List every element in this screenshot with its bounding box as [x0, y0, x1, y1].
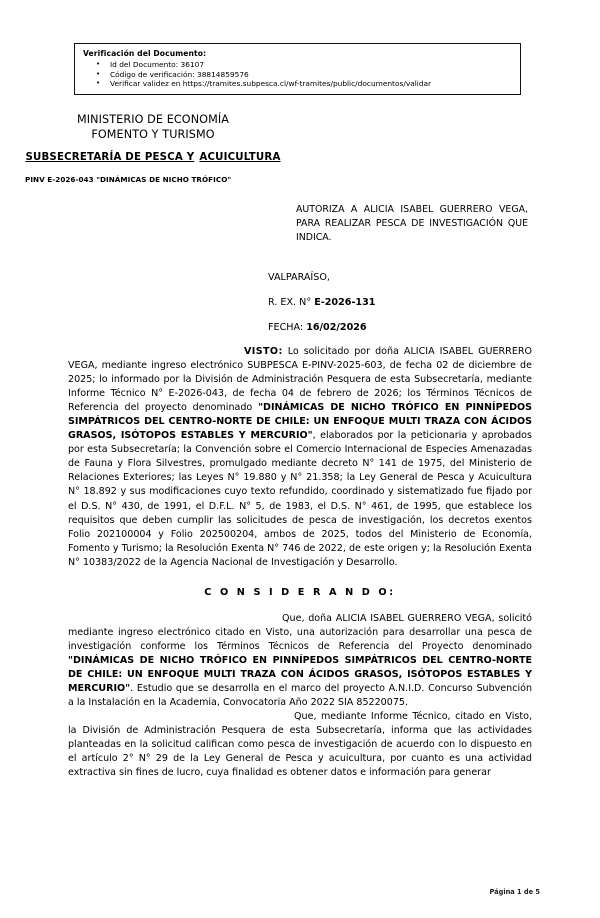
verification-document-id: Id del Documento: 36107	[110, 60, 205, 69]
date-value: 16/02/2026	[306, 322, 367, 333]
considerando-1-part-1: Que, doña ALICIA ISABEL GUERRERO VEGA, solicitó mediante ingreso electrónico citado en Visto, una autorización para desarrollar una pesca de investigación conforme los Términos Técnicos de Referencia del Proyecto denominado	[68, 612, 532, 652]
verification-title: Verificación del Documento:	[83, 49, 207, 58]
considerando-1-project-title: "DINÁMICAS DE NICHO TRÓFICO EN PINNÍPEDOS SIMPÁTRICOS DEL CENTRO-NORTE DE CHILE: UN ENFOQUE MULTI TRAZA CON ÁCIDOS GRASOS, ISÓTOPOS ESTABLES Y MERCURIO"	[68, 654, 532, 694]
city-line: VALPARAÍSO,	[268, 272, 330, 283]
verification-url: Verificar validez en https://tramites.subpesca.cl/wf-tramites/public/documentos/validar	[110, 79, 432, 89]
considerando-paragraph-1	[68, 612, 532, 710]
ministry-line-2: FOMENTO Y TURISMO	[91, 127, 215, 141]
ministry-header	[22, 113, 284, 142]
visto-project-title: "DINÁMICAS DE NICHO TRÓFICO EN PINNÍPEDOS SIMPÁTRICOS DEL CENTRO-NORTE DE CHILE: UN ENFOQUE MULTI TRAZA CON ÁCIDOS GRASOS, ISÓTOPOS ESTABLES Y MERCURIO"	[68, 402, 533, 442]
date-line	[268, 321, 530, 335]
resolution-line	[268, 296, 530, 310]
ministry-line-1: MINISTERIO DE ECONOMÍA	[77, 113, 229, 126]
list-item	[83, 79, 514, 89]
pinv-reference: PINV E-2026-043 "DINÁMICAS DE NICHO TRÓFICO"	[25, 175, 232, 184]
bullet-icon: •	[96, 69, 101, 78]
authorization-subject: AUTORIZA A ALICIA ISABEL GUERRERO VEGA, PARA REALIZAR PESCA DE INVESTIGACIÓN QUE INDICA.	[296, 204, 528, 244]
visto-text-part-1: Lo solicitado por doña ALICIA ISABEL GUERRERO VEGA, mediante ingreso electrónico SUBPESCA E-PINV-2025-603, de fecha 02 de diciembre de 2025; lo informado por la División de Administración Pesquera de esta Subsecretaría, mediante Informe Técnico N° E-2026-043, de fecha 04 de febrero de 2026; los Términos Técnicos de Referencia del proyecto denominado	[68, 346, 532, 414]
resolution-meta	[268, 271, 530, 335]
bullet-icon: •	[96, 79, 101, 88]
verification-list	[83, 60, 514, 89]
visto-text-part-2: , elaborados por la peticionaria y aprobados por esta Subsecretaría; la Convención sobre el Comercio Internacional de Especies Amenazadas de Fauna y Flora Silvestres, promulgado mediante decreto N° 141 de 1975, del Ministerio de Relaciones Exteriores; las Leyes N° 19.880 y N° 21.358; la Ley General de Pesca y Acuicultura N° 18.892 y sus modificaciones cuyo texto refundido, coordinado y sistematizado fue fijado por el D.S. N° 430, de 1991, el D.F.L. N° 5, de 1983, el D.S. N° 461, de 1995, que establece los requisitos que deben cumplir las solicitudes de pesca de investigación, los decretos exentos Folio 202100004 y Folio 202500204, ambos de 2025, todos del Ministerio de Economía, Fomento y Turismo; la Resolución Exenta N° 746 de 2022, de este origen y; la Resolución Exenta N° 10383/2022 de la Agencia Nacional de Investigación y Desarrollo.	[68, 430, 532, 568]
considerando-heading: C O N S I D E R A N D O:	[204, 586, 396, 598]
subsecretaria-header	[22, 145, 284, 165]
verification-box	[74, 43, 521, 95]
list-item	[83, 70, 514, 80]
verification-code: Código de verificación: 38814859576	[110, 69, 249, 79]
considerando-paragraph-2	[68, 710, 532, 780]
list-item	[83, 60, 514, 70]
page-number: Página 1 de 5	[489, 888, 540, 896]
resolution-number: E-2026-131	[314, 297, 376, 308]
subsecretaria-line-2: ACUICULTURA	[199, 152, 281, 163]
considerando-1-part-2: . Estudio que se desarrolla en el marco del proyecto A.N.I.D. Concurso Subvención a la Instalación en la Academia, Convocatoria Año 2022 SIA 85220075.	[68, 682, 532, 709]
visto-paragraph	[68, 345, 532, 570]
visto-label: VISTO:	[244, 346, 283, 357]
resolution-label: R. EX. N°	[268, 297, 312, 308]
considerando-2-text: Que, mediante Informe Técnico, citado en Visto, la División de Administración Pesquera de esta Subsecretaría, informa que las actividades planteadas en la solicitud califican como pesca de investigación de acuerdo con lo dispuesto en el artículo 2° N° 29 de la Ley General de Pesca y acuicultura, por cuanto es una actividad extractiva sin fines de lucro, cuya finalidad es obtener datos e información para generar	[68, 711, 532, 779]
document-body	[68, 345, 532, 780]
bullet-icon: •	[96, 60, 101, 68]
subsecretaria-line-1: SUBSECRETARÍA DE PESCA Y	[25, 152, 195, 163]
date-label: FECHA:	[268, 322, 304, 333]
